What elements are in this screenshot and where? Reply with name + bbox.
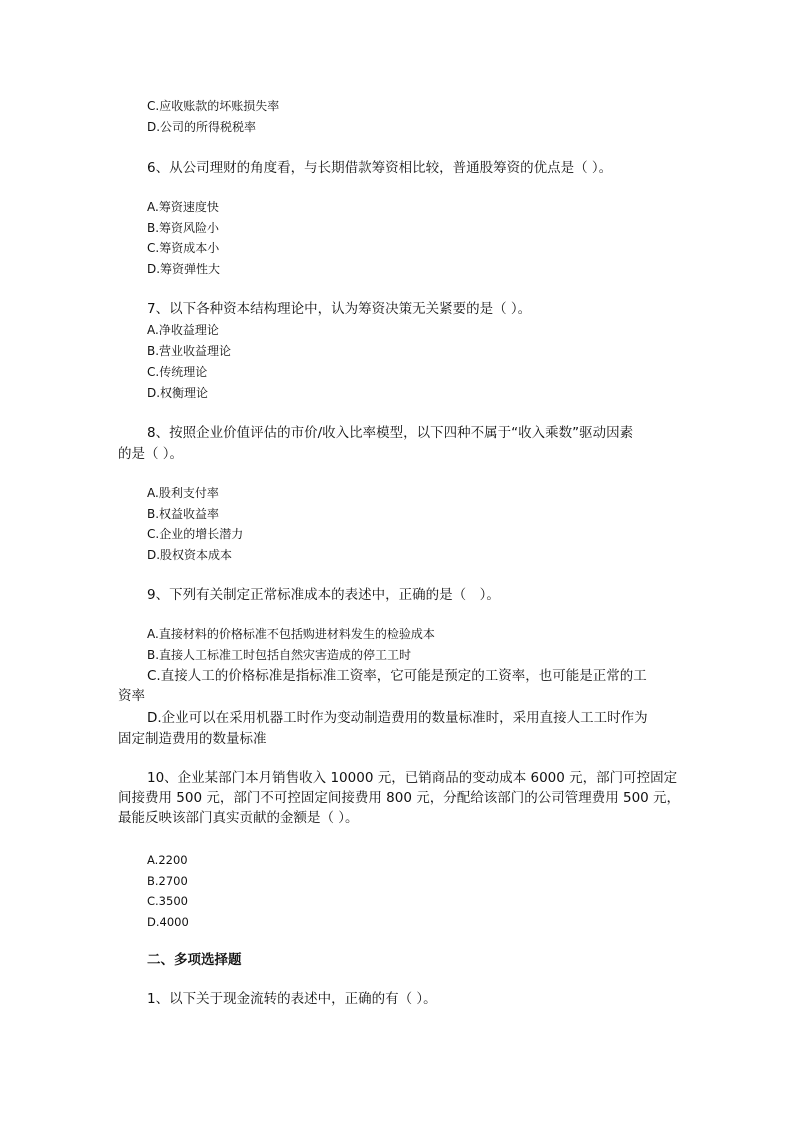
q9-option-c-line1: C.直接人工的价格标准是指标准工资率，它可能是预定的工资率，也可能是正常的工 bbox=[147, 668, 647, 684]
q7-option-c: C.传统理论 bbox=[147, 365, 208, 379]
q10-stem-line3: 最能反映该部门真实贡献的金额是（ ）。 bbox=[118, 810, 359, 826]
q9-option-c-line2: 资率 bbox=[118, 688, 145, 704]
q10-option-d: D.4000 bbox=[147, 915, 189, 929]
q9-option-b: B.直接人工标准工时包括自然灾害造成的停工工时 bbox=[147, 648, 412, 662]
q7-stem: 7、以下各种资本结构理论中，认为筹资决策无关紧要的是（ ）。 bbox=[147, 301, 532, 317]
q10-option-c: C.3500 bbox=[147, 894, 188, 908]
q9-option-a: A.直接材料的价格标准不包括购进材料发生的检验成本 bbox=[147, 627, 435, 641]
q10-stem-line1: 10、企业某部门本月销售收入 10000 元，已销商品的变动成本 6000 元，部门可控固定 bbox=[147, 770, 678, 786]
q10-option-a: A.2200 bbox=[147, 853, 188, 867]
s2-q1-stem: 1、以下关于现金流转的表述中，正确的有（ ）。 bbox=[147, 991, 437, 1007]
q8-stem-line1: 8、按照企业价值评估的市价/收入比率模型，以下四种不属于“收入乘数”驱动因素 bbox=[147, 425, 634, 441]
q6-option-d: D.筹资弹性大 bbox=[147, 262, 221, 276]
q9-stem: 9、下列有关制定正常标准成本的表述中，正确的是（ ）。 bbox=[147, 587, 500, 603]
q8-option-b: B.权益收益率 bbox=[147, 507, 220, 521]
q8-option-d: D.股权资本成本 bbox=[147, 548, 233, 562]
q6-option-c: C.筹资成本小 bbox=[147, 241, 220, 255]
q10-stem-line2: 间接费用 500 元，部门不可控固定间接费用 800 元，分配给该部门的公司管理费用 500 元， bbox=[118, 790, 681, 806]
q6-stem: 6、从公司理财的角度看，与长期借款筹资相比较，普通股筹资的优点是（ ）。 bbox=[147, 160, 613, 176]
q6-option-b: B.筹资风险小 bbox=[147, 221, 220, 235]
q5-option-c: C.应收账款的坏账损失率 bbox=[147, 99, 280, 113]
q5-option-d: D.公司的所得税税率 bbox=[147, 120, 257, 134]
q6-option-a: A.筹资速度快 bbox=[147, 200, 219, 214]
q8-option-c: C.企业的增长潜力 bbox=[147, 527, 244, 541]
q7-option-b: B.营业收益理论 bbox=[147, 344, 232, 358]
q8-option-a: A.股利支付率 bbox=[147, 486, 219, 500]
q9-option-d-line2: 固定制造费用的数量标准 bbox=[118, 731, 267, 747]
q10-option-b: B.2700 bbox=[147, 874, 188, 888]
section-heading-multiple-choice: 二、多项选择题 bbox=[147, 952, 242, 968]
q8-stem-line2: 的是（ ）。 bbox=[118, 446, 184, 462]
q7-option-d: D.权衡理论 bbox=[147, 386, 209, 400]
q7-option-a: A.净收益理论 bbox=[147, 323, 219, 337]
q9-option-d-line1: D.企业可以在采用机器工时作为变动制造费用的数量标准时，采用直接人工工时作为 bbox=[147, 710, 648, 726]
